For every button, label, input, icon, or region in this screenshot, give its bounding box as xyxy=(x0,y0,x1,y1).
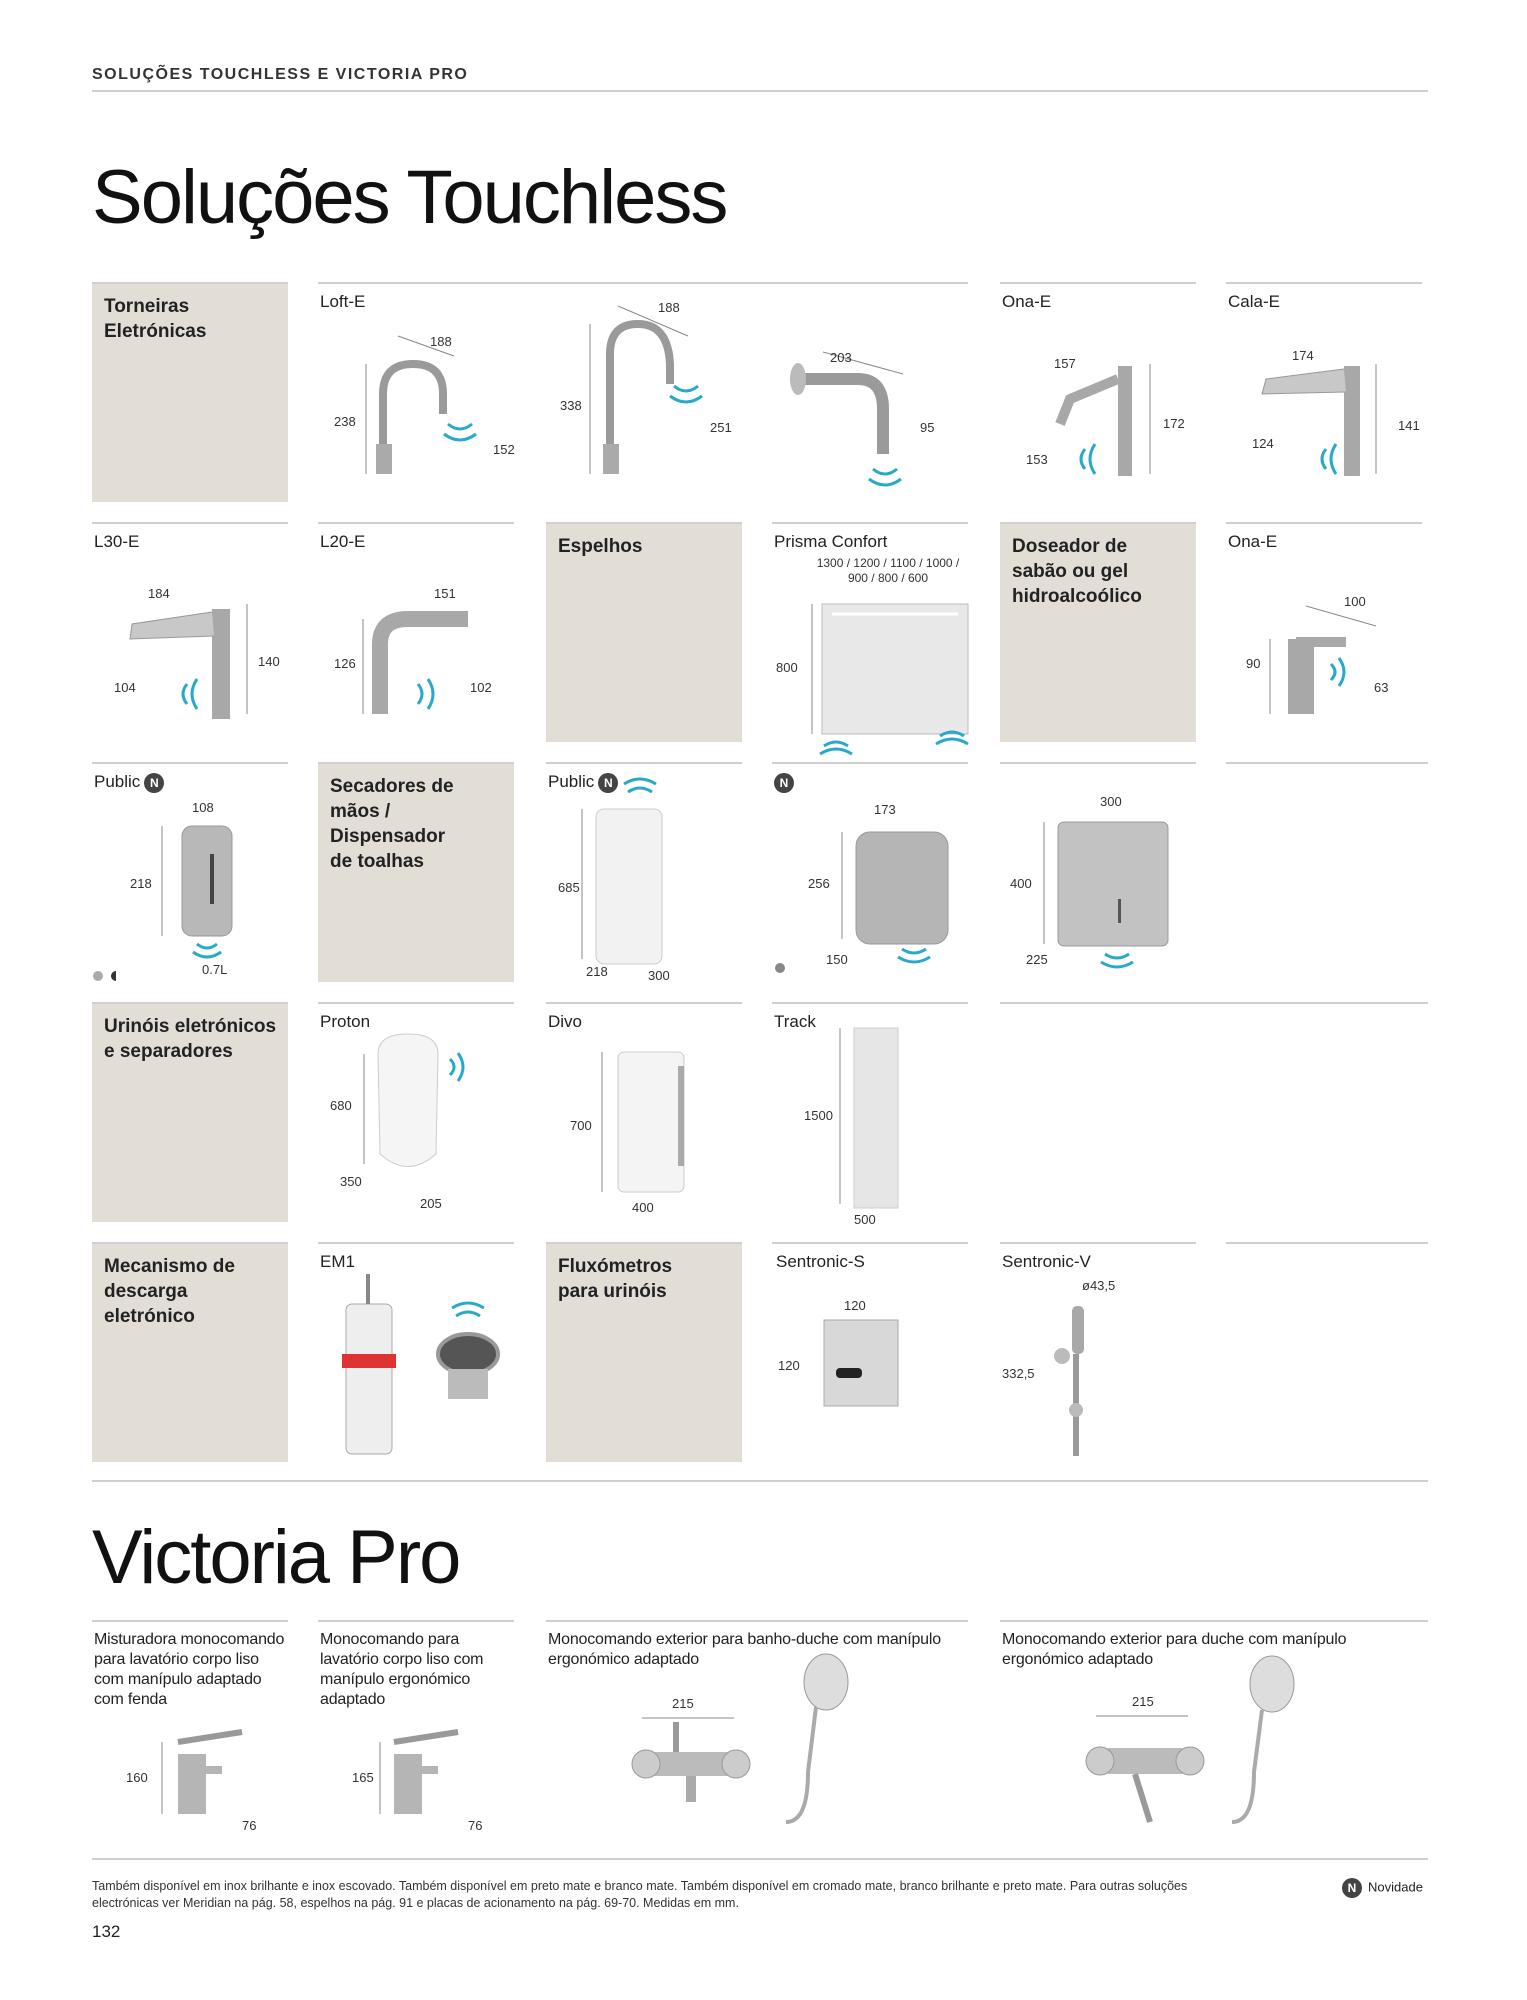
dim: 141 xyxy=(1398,418,1420,433)
product-em1 xyxy=(318,1242,514,1462)
novidade-badge-icon: N xyxy=(774,773,794,793)
dim: 100 xyxy=(1344,594,1366,609)
dim: 500 xyxy=(854,1212,876,1227)
dim: 173 xyxy=(874,802,896,817)
dim: 172 xyxy=(1163,416,1185,431)
dim: 300 xyxy=(648,968,670,983)
dim: 338 xyxy=(560,398,582,413)
bath-shower-mixer-image xyxy=(546,1622,968,1842)
dim: 238 xyxy=(334,414,356,429)
dim: 120 xyxy=(844,1298,866,1313)
row-rule xyxy=(1226,1242,1428,1244)
dim: ø43,5 xyxy=(1082,1278,1116,1293)
category-mecanismo xyxy=(92,1242,288,1462)
dryer-image xyxy=(772,764,968,982)
header-rule xyxy=(92,90,1428,92)
product-name: Sentronic-S xyxy=(776,1252,865,1271)
product-proton xyxy=(318,1002,514,1222)
separator-image xyxy=(546,1004,742,1222)
dim: 150 xyxy=(826,952,848,967)
dim: 174 xyxy=(1292,348,1314,363)
dim: 332,5 xyxy=(1002,1366,1035,1381)
novidade-badge-icon: N xyxy=(144,773,164,793)
dim: 400 xyxy=(1010,876,1032,891)
dim: 680 xyxy=(330,1098,352,1113)
flush-valve-image xyxy=(1000,1244,1196,1462)
product-l20-e xyxy=(318,522,514,742)
dispenser-image xyxy=(92,764,288,982)
dim: 188 xyxy=(430,334,452,349)
page-title-victoria: Victoria Pro xyxy=(92,1515,460,1600)
product-name: Prisma Confort xyxy=(774,532,888,551)
product-ona-e-dispenser xyxy=(1226,522,1422,742)
product-l30-e xyxy=(92,522,288,742)
separator-image xyxy=(772,1004,968,1222)
category-urinois xyxy=(92,1002,288,1222)
urinal-image xyxy=(318,1004,514,1222)
footer-rule xyxy=(92,1858,1428,1860)
product-towel-dispenser xyxy=(1000,762,1196,982)
category-fluxometros xyxy=(546,1242,742,1462)
mixer-image xyxy=(92,1622,288,1842)
dim: 225 xyxy=(1026,952,1048,967)
product-sentronic-s xyxy=(772,1242,968,1462)
product-cala-e xyxy=(1226,282,1422,502)
section-rule xyxy=(92,1480,1428,1482)
name-text: Public xyxy=(94,772,141,791)
dim: 63 xyxy=(1374,680,1389,695)
novidade-label: Novidade xyxy=(1368,1879,1423,1895)
section-header: SOLUÇÕES TOUCHLESS E VICTORIA PRO xyxy=(92,66,469,83)
dim: 188 xyxy=(658,300,680,315)
faucet-image xyxy=(318,284,968,502)
dim: 102 xyxy=(470,680,492,695)
footnote: Também disponível em inox brilhante e inox escovado. Também disponível em preto mate e branco mate. Também disponível em cromado mate, branco brilhante e preto mate. Para outras soluções electrónicas ver Meridian na pág. 58, espelhos na pág. 91 e placas de acionamento na pág. 69-70. Medidas em mm. xyxy=(92,1879,1188,1910)
dim: 160 xyxy=(126,1770,148,1785)
dim: 104 xyxy=(114,680,136,695)
dim: 76 xyxy=(242,1818,257,1833)
dim: 152 xyxy=(493,442,515,457)
product-description: Monocomando exterior para duche com manípulo ergonómico adaptado xyxy=(1002,1631,1347,1668)
category-title: Espelhos xyxy=(558,536,643,557)
product-name: Track xyxy=(774,1012,816,1031)
dim: 800 xyxy=(776,660,798,675)
mirror-image xyxy=(772,524,968,764)
dim: 184 xyxy=(148,586,170,601)
dim: 76 xyxy=(468,1818,483,1833)
category-secadores xyxy=(318,762,514,982)
dim: 215 xyxy=(1132,1694,1154,1709)
name-text: Public xyxy=(548,772,595,791)
novidade-legend xyxy=(1342,1878,1423,1898)
product-divo xyxy=(546,1002,742,1222)
novidade-badge-icon: N xyxy=(1342,1878,1362,1898)
towel-dispenser-image xyxy=(1000,764,1196,982)
product-loft-e xyxy=(318,282,968,502)
product-name: Sentronic-V xyxy=(1002,1252,1091,1271)
row-rule xyxy=(1226,762,1428,764)
dim: 685 xyxy=(558,880,580,895)
dim: 218 xyxy=(586,964,608,979)
faucet-image xyxy=(318,524,514,742)
dim: 124 xyxy=(1252,436,1274,451)
dim: 400 xyxy=(632,1200,654,1215)
dim: 251 xyxy=(710,420,732,435)
dim: 153 xyxy=(1026,452,1048,467)
product-name: Proton xyxy=(320,1012,371,1031)
category-title: Fluxómetros para urinóis xyxy=(558,1256,673,1302)
dispenser-image xyxy=(1226,524,1422,742)
category-doseador xyxy=(1000,522,1196,742)
dim: 0.7L xyxy=(202,962,228,977)
dim: 120 xyxy=(778,1358,800,1373)
faucet-image xyxy=(1226,284,1422,502)
category-torneiras xyxy=(92,282,288,502)
product-sentronic-v xyxy=(1000,1242,1196,1462)
dim: 140 xyxy=(258,654,280,669)
category-title: Mecanismo de descarga eletrónico xyxy=(104,1256,235,1327)
dim: 218 xyxy=(130,876,152,891)
product-name: L30-E xyxy=(94,532,140,551)
dim: 700 xyxy=(570,1118,592,1133)
product-name: Ona-E xyxy=(1228,532,1278,551)
shower-mixer-image xyxy=(1000,1622,1428,1842)
product-name: Cala-E xyxy=(1228,292,1280,311)
victoria-product-2 xyxy=(318,1620,514,1842)
dim: 95 xyxy=(920,420,935,435)
faucet-image xyxy=(92,524,288,742)
category-title: Secadores de mãos / Dispensador de toalhas xyxy=(330,776,454,872)
dim: 203 xyxy=(830,350,852,365)
novidade-badge-icon: N xyxy=(598,773,618,793)
category-espelhos xyxy=(546,522,742,742)
faucet-image xyxy=(1000,284,1196,502)
dryer-image xyxy=(546,764,742,982)
product-name: L20-E xyxy=(320,532,366,551)
product-name: Ona-E xyxy=(1002,292,1052,311)
category-title: Urinóis eletrónicos e separadores xyxy=(104,1016,277,1062)
category-title: Torneiras Eletrónicas xyxy=(104,296,207,342)
dim: 300 xyxy=(1100,794,1122,809)
product-name: Loft-E xyxy=(320,292,366,311)
product-ona-e xyxy=(1000,282,1196,502)
product-public-dispenser xyxy=(92,762,288,982)
dim: 1500 xyxy=(804,1108,833,1123)
product-prisma-confort xyxy=(772,522,968,742)
product-name: EM1 xyxy=(320,1252,355,1271)
victoria-product-3 xyxy=(546,1620,968,1842)
product-public-dryer xyxy=(546,762,742,982)
flush-valve-image xyxy=(772,1244,968,1462)
category-title: Doseador de sabão ou gel hidroalcoólico xyxy=(1012,536,1142,607)
product-description: Monocomando exterior para banho-duche com manípulo ergonómico adaptado xyxy=(548,1631,941,1668)
dim: 165 xyxy=(352,1770,374,1785)
product-hand-dryer xyxy=(772,762,968,982)
row-rule xyxy=(1000,1002,1428,1004)
product-description: Misturadora monocomando para lavatório corpo liso com manípulo adaptado com fenda xyxy=(94,1631,285,1708)
dim: 350 xyxy=(340,1174,362,1189)
dim-sizes: 1300 / 1200 / 1100 / 1000 / 900 / 800 / 600 xyxy=(816,556,960,585)
flush-mechanism-image xyxy=(318,1244,514,1462)
page-title-touchless: Soluções Touchless xyxy=(92,155,727,240)
victoria-product-1 xyxy=(92,1620,288,1842)
dim: 205 xyxy=(420,1196,442,1211)
dim: 126 xyxy=(334,656,356,671)
product-track xyxy=(772,1002,968,1227)
product-name: Divo xyxy=(548,1012,583,1031)
product-description: Monocomando para lavatório corpo liso com manípulo ergonómico adaptado xyxy=(320,1631,484,1708)
victoria-product-4 xyxy=(1000,1620,1428,1842)
dim: 90 xyxy=(1246,656,1261,671)
dim: 151 xyxy=(434,586,456,601)
page-number: 132 xyxy=(92,1922,121,1941)
dim: 256 xyxy=(808,876,830,891)
dim: 157 xyxy=(1054,356,1076,371)
dim: 108 xyxy=(192,800,214,815)
dim: 215 xyxy=(672,1696,694,1711)
mixer-image xyxy=(318,1622,514,1842)
